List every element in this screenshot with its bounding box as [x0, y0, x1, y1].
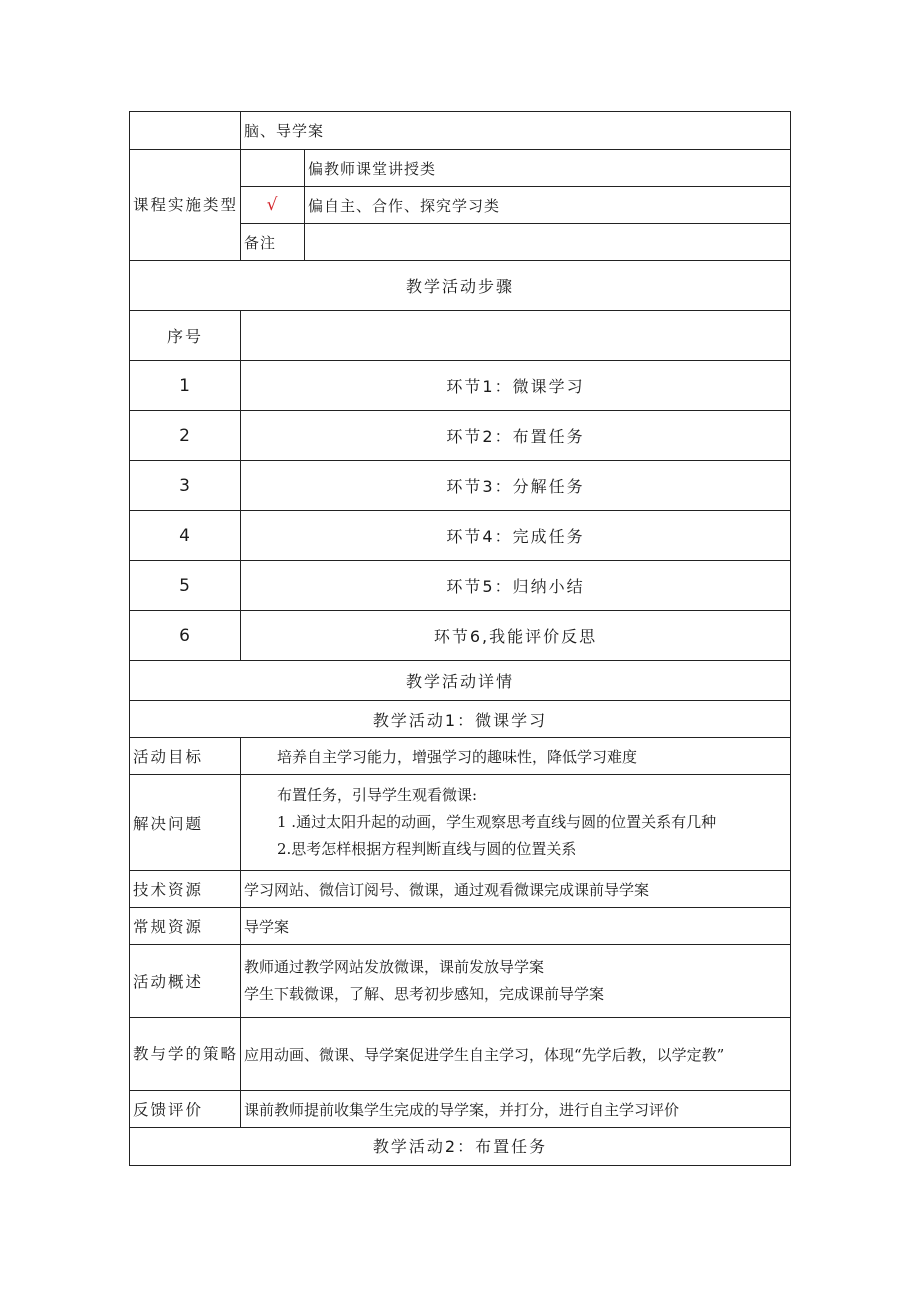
step-row: [130, 461, 791, 511]
problem-label: 解决问题: [130, 775, 241, 871]
step-number: 6: [130, 611, 241, 661]
step-row: [130, 561, 791, 611]
step-text: 环节3：分解任务: [241, 461, 791, 511]
overview-content: [241, 945, 791, 1018]
step-number: 4: [130, 511, 241, 561]
goal-label: 活动目标: [130, 738, 241, 775]
normal-label: 常规资源: [130, 908, 241, 945]
overview-row: [130, 945, 791, 1018]
tech-label: 技术资源: [130, 871, 241, 908]
strategy-row: [130, 1018, 791, 1091]
impl-option-1-text: 偏教师课堂讲授类: [305, 150, 791, 187]
step-row: [130, 361, 791, 411]
step-number: 5: [130, 561, 241, 611]
impl-option-1-mark: [241, 150, 305, 187]
lesson-plan-table: [129, 111, 790, 1166]
details-title-row: [130, 661, 791, 701]
impl-option-2-mark: √: [241, 187, 305, 224]
details-title: 教学活动详情: [130, 661, 791, 701]
goal-row: [130, 738, 791, 775]
steps-title: 教学活动步骤: [130, 261, 791, 311]
steps-header-row: [130, 311, 791, 361]
step-row: [130, 511, 791, 561]
step-text: 环节4：完成任务: [241, 511, 791, 561]
problem-row: [130, 775, 791, 871]
remark-value: [305, 224, 791, 261]
impl-type-label: 课程实施类型: [130, 150, 241, 261]
step-text: 环节6,我能评价反思: [241, 611, 791, 661]
step-row: [130, 611, 791, 661]
step-text: 环节5：归纳小结: [241, 561, 791, 611]
problem-line: 2.思考怎样根据方程判断直线与圆的位置关系: [277, 840, 577, 858]
impl-row-1: [130, 150, 791, 187]
step-number: 2: [130, 411, 241, 461]
strategy-text: 应用动画、微课、导学案促进学生自主学习，体现“先学后教，以学定教”: [241, 1018, 791, 1091]
goal-text: 培养自主学习能力，增强学习的趣味性，降低学习难度: [241, 738, 791, 775]
problem-line: 1 .通过太阳升起的动画，学生观察思考直线与圆的位置关系有几种: [277, 813, 717, 831]
overview-label: 活动概述: [130, 945, 241, 1018]
overview-line: 学生下载微课，了解、思考初步感知，完成课前导学案: [244, 985, 605, 1003]
normal-row: [130, 908, 791, 945]
activity2-title-row: [130, 1128, 791, 1166]
step-text: 环节2：布置任务: [241, 411, 791, 461]
normal-text: 导学案: [241, 908, 791, 945]
steps-title-row: [130, 261, 791, 311]
activity2-title: 教学活动2：布置任务: [130, 1128, 791, 1166]
feedback-label: 反馈评价: [130, 1091, 241, 1128]
top-row-content: 脑、导学案: [241, 112, 791, 150]
activity1-title: 教学活动1：微课学习: [130, 701, 791, 738]
strategy-label: 教与学的策略: [130, 1018, 241, 1091]
remark-label: 备注: [241, 224, 305, 261]
steps-header-content: [241, 311, 791, 361]
impl-option-2-text: 偏自主、合作、探究学习类: [305, 187, 791, 224]
step-number: 1: [130, 361, 241, 411]
steps-header-label: 序号: [130, 311, 241, 361]
feedback-row: [130, 1091, 791, 1128]
tech-row: [130, 871, 791, 908]
top-row: [130, 112, 791, 150]
step-row: [130, 411, 791, 461]
top-row-label: [130, 112, 241, 150]
problem-content: [241, 775, 791, 871]
activity1-title-row: [130, 701, 791, 738]
tech-text: 学习网站、微信订阅号、微课，通过观看微课完成课前导学案: [241, 871, 791, 908]
step-text: 环节1：微课学习: [241, 361, 791, 411]
problem-line: 布置任务，引导学生观看微课:: [277, 786, 478, 804]
feedback-text: 课前教师提前收集学生完成的导学案，并打分，进行自主学习评价: [241, 1091, 791, 1128]
overview-line: 教师通过教学网站发放微课，课前发放导学案: [244, 958, 545, 976]
step-number: 3: [130, 461, 241, 511]
